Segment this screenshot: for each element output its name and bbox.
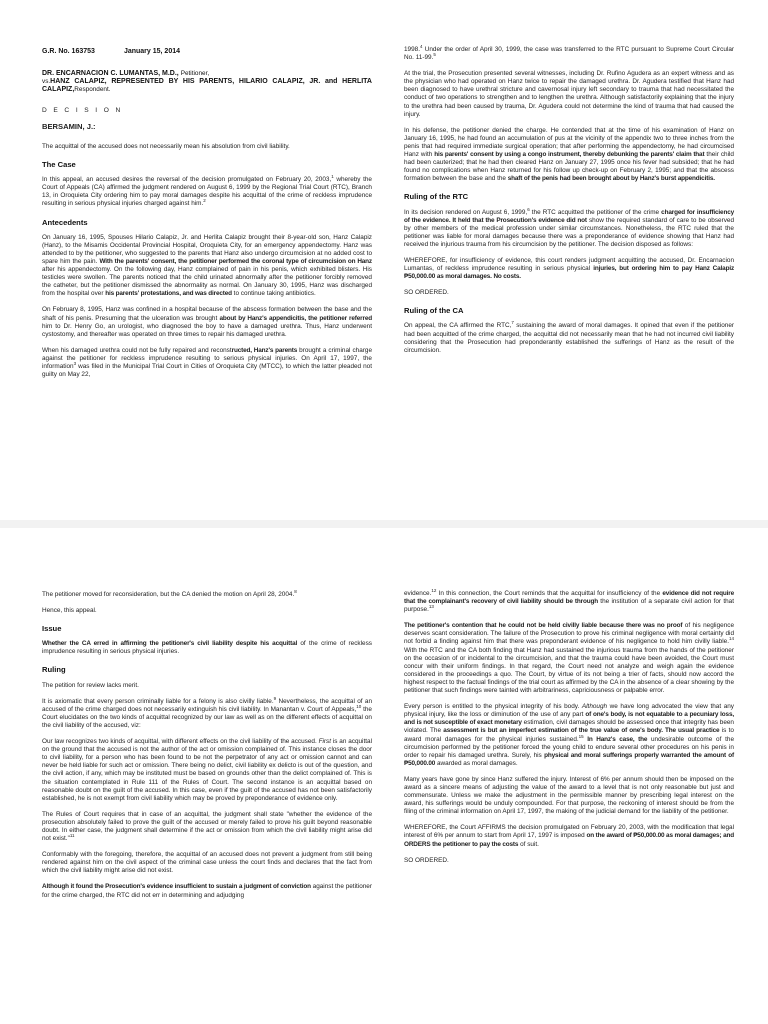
paragraph: SO ORDERED. bbox=[404, 289, 449, 297]
respondent-role: Respondent. bbox=[74, 86, 111, 94]
decision-date: January 15, 2014 bbox=[123, 48, 180, 55]
paragraph: evidence.$^{12}$ In this connection, the Court reminds that the acquittal for insufficiency of the evidence did not require that the complainant's recovery of civil liability should be through the institution of a separate civil action for that purpose.$^{13}$ bbox=[404, 587, 734, 614]
page1-right-column bbox=[404, 43, 735, 363]
paragraph: Conformably with the foregoing, therefore, the acquittal of an accused does not prevent a judgment from still being rendered against him on the civil aspect of the criminal case unless the court finds and declares that the fact from which the civil liability might arise did not exist. bbox=[42, 851, 372, 875]
footnote-ref[interactable]: 10 bbox=[356, 703, 362, 709]
paragraph: WHEREFORE, the Court AFFIRMS the decision promulgated on February 20, 2003, with the modification that legal interest of 6% per annum to start from April 17, 1997 is imposed on the award of ₱50,000.00 as moral damages; and ORDERS the petitioner to pay the costs of suit. bbox=[404, 824, 734, 848]
footnote-ref[interactable]: 9 bbox=[273, 695, 277, 701]
paragraph: Although it found the Prosecution's evidence insufficient to sustain a judgment of conviction against the petitioner for the crime charged, the RTC did not err in determining and adjudging bbox=[42, 883, 372, 899]
paragraph: In this appeal, an accused desires the reversal of the decision promulgated on February 20, 2003,$^1$ whereby the Court of Appeals (CA) affirmed the judgment rendered on August 6, 1999 by the Regional Trial Court (RTC), Branch 13, in Oroquieta City ordering him to pay moral damages despite his acquittal of the crime of reckless imprudence resulting in serious physical injuries charged against him.$^2$ bbox=[42, 174, 372, 208]
paragraph: Our law recognizes two kinds of acquittal, with different effects on the civil liability of the accused. First is an acquittal on the ground that the accused is not the author of the act or omission complained of. This instance closes the door to civil liability, for a person who has been found to be not the perpetrator of any act or omission cannot and can never be held liable for such act or omission. There being no delict, civil liability ex delicto is out of the question, and the civil action, if any, which may be instituted must be based on grounds other than the delict complained of. This is the situation contemplated in Rule 111 of the Rules of Court. The second instance is an acquittal based on reasonable doubt on the guilt of the accused. In this case, even if the guilt of the accused has not been satisfactorily established, he is not exempt from civil liability which may be proved by preponderance of evidence only. bbox=[42, 738, 372, 802]
paragraph: Hence, this appeal. bbox=[42, 607, 97, 615]
petitioner-role: Petitioner, bbox=[180, 69, 210, 77]
footnote-ref[interactable]: 8 bbox=[294, 588, 297, 594]
gr-number: G.R. No. 163753 bbox=[42, 48, 95, 55]
paragraph: On February 8, 1995, Hanz was confined in a hospital because of the abscess formation between the base and the shaft of his penis. Presuming that the ulceration was brought about by Hanz's appendicitis, the petitioner referred him to Dr. Henry Go, an urologist, who diagnosed the boy to have a damaged urethra. Thus, Hanz underwent cystostomy, and thereafter was operated on three times to repair his damaged urethra. bbox=[42, 306, 372, 338]
paragraph: The petitioner moved for reconsideration, but the CA denied the motion on April 28, 2004.$^8$ bbox=[42, 588, 297, 598]
case-citation bbox=[42, 48, 372, 57]
page2-right-column bbox=[404, 587, 734, 873]
case-parties bbox=[42, 70, 372, 95]
page2-left-column bbox=[42, 588, 372, 908]
page-separator bbox=[0, 520, 768, 528]
footnote-ref[interactable]: 14 bbox=[728, 636, 734, 642]
heading-antecedents: Antecedents bbox=[42, 217, 88, 227]
paragraph: On January 16, 1995, Spouses Hilario Calapiz, Jr. and Herlita Calapiz brought their 8-year-old son, Hanz Calapiz (Hanz), to the Misamis Occidental Provincial Hospital, Oroquieta City, for an emergency appendectomy. Hanz was attended to by the petitioner, who suggested to the parents that Hanz also undergo circumcision at no added cost to spare him the pain. With the parents' consent, the petitioner performed the coronal type of circumcision on Hanz after his appendectomy. On the following day, Hanz complained of pain in his penis, which exhibited blisters. His testicles were swollen. The parents noticed that the child urinated abnormally after the petitioner forcibly removed the catheter, but the petitioner dismissed the abnormality as normal. On January 30, 1995, Hanz was discharged from the hospital over his parents' protestations, and was directed to continue taking antibiotics. bbox=[42, 233, 372, 298]
paragraph: When his damaged urethra could not be fully repaired and reconstructed, Hanz's parents brought a criminal charge against the petitioner for reckless imprudence resulting to serious physical injuries. On April 17, 1997, the information$^3$ was filed in the Municipal Trial Court in Cities of Oroquieta City (MTCC), to which the latter pleaded not guilty on May 22, bbox=[42, 346, 372, 379]
footnote-ref[interactable]: 2 bbox=[203, 198, 206, 204]
paragraph: On appeal, the CA affirmed the RTC,$^7$ sustaining the award of moral damages. It opined that even if the petitioner had been acquitted of the crime charged, the acquittal did not necessarily mean that he had not incurred civil liability considering that the Prosecution had preponderantly established the sufferings of Hanz as the result of the circumcision. bbox=[404, 320, 734, 354]
paragraph: SO ORDERED. bbox=[404, 856, 449, 864]
page1-left-column bbox=[42, 48, 372, 387]
decision-label: D E C I S I O N bbox=[42, 106, 123, 114]
case-header bbox=[42, 48, 372, 95]
paragraph: WHEREFORE, for insufficiency of evidence, this court renders judgment acquitting the accused, Dr. Encarnacion Lumantas, of reckless imprudence resulting in serious physical injuries, but ordering him to pay Hanz Calapiz ₱50,000.00 as moral damages. No costs. bbox=[404, 256, 735, 281]
paragraph: In his defense, the petitioner denied the charge. He contended that at the time of his examination of Hanz on January 16, 1995, he had found an accumulation of pus at the vicinity of the appendix two to three inches from the penis that had required immediate surgical operation; that after performing the appendectomy, he had circumcised Hanz with his parents' consent by using a congo instrument, thereby debunking the parents' claim that their child had been cauterized; that he had then cleared Hanz on January 27, 1995 once his fever had subsided; that he had found no complications when Hanz returned for his follow up check-up on February 2, 1995; and that the abscess formation between the base and the shaft of the penis had been brought about by Hanz's burst appendicitis. bbox=[404, 126, 734, 183]
footnote-ref[interactable]: 1 bbox=[331, 174, 334, 180]
paragraph: 1998.$^4$ Under the order of April 30, 1999, the case was transferred to the RTC pursuant to Supreme Court Circular No. 11-99.$^5$ bbox=[404, 43, 734, 62]
paragraph: It is axiomatic that every person criminally liable for a felony is also civilly liable.$^9$ Nevertheless, the acquittal of an accused of the crime charged does not necessarily extinguish his civil liability. In Manantan v. Court of Appeals,$^{10}$ the Court elucidates on the two kinds of acquittal recognized by our law as well as on the different effects of acquittal on the civil liability of the accused, viz: bbox=[42, 695, 372, 729]
petitioner-name: DR. ENCARNACION C. LUMANTAS, M.D., bbox=[42, 69, 179, 77]
versus-label: vs. bbox=[42, 78, 51, 85]
paragraph: Many years have gone by since Hanz suffered the injury. Interest of 6% per annum should then be imposed on the award as a sincere means of adjusting the value of the award to a level that is not only reasonable but just and commensurate. Unless we make the adjustment in the permissible manner by prescribing legal interest on the award, his sufferings would be unduly compounded. For that purpose, the reckoning of interest should be from the filing of the criminal information on April 17, 1997, the making of the judicial demand for the liability of the petitioner. bbox=[404, 775, 734, 816]
intro-paragraph: The acquittal of the accused does not necessarily mean his absolution from civil liability. bbox=[42, 143, 290, 150]
paragraph: The petition for review lacks merit. bbox=[42, 681, 139, 689]
paragraph: In its decision rendered on August 6, 1999,$^6$ the RTC acquitted the petitioner of the crime charged for insufficiency of the evidence. It held that the Prosecution's evidence did not show the required standard of care to be observed by other members of the medical profession under similar circumstances. Nonetheless, the RTC ruled that the petitioner was liable for moral damages because there was a preponderance of evidence showing that Hanz had received the injurious trauma from his circumcision by the petitioner. The decision disposed as follows: bbox=[404, 206, 735, 248]
footnote-ref[interactable]: 11 bbox=[69, 832, 75, 838]
footnote-ref[interactable]: 6 bbox=[527, 206, 530, 212]
heading-ruling-of-ca: Ruling of the CA bbox=[404, 306, 464, 316]
heading-issue: Issue bbox=[42, 624, 62, 634]
footnote-ref[interactable]: 7 bbox=[511, 320, 514, 326]
heading-the-case: The Case bbox=[42, 160, 76, 170]
paragraph: The Rules of Court requires that in case of an acquittal, the judgment shall state "whether the evidence of the prosecution absolutely failed to prove the guilt of the accused or merely failed to prove his guilt beyond reasonable doubt. In either case, the judgment shall determine if the act or omission from which the civil liability might arise did not exist."$^{11}$ bbox=[42, 810, 372, 843]
footnote-ref[interactable]: 4 bbox=[420, 43, 423, 49]
footnote-ref[interactable]: 12 bbox=[431, 587, 437, 593]
footnote-ref[interactable]: 13 bbox=[428, 604, 434, 610]
heading-ruling-of-rtc: Ruling of the RTC bbox=[404, 192, 469, 202]
paragraph: At the trial, the Prosecution presented several witnesses, including Dr. Rufino Agudera as an expert witness and as the physician who had operated on Hanz twice to repair the damaged urethra. Dr. Agudera testified that Hanz had been diagnosed to have urethral stricture and cavernosal injury left secondary to trauma that had necessitated the conduct of two operations to strengthen and to lengthen the urethra. Although satisfactorily explaining that the injury to the urethra had been caused by trauma, Dr. Agudera could not determine the kind of trauma that had caused the injury. bbox=[404, 70, 734, 118]
paragraph: Whether the CA erred in affirming the petitioner's civil liability despite his acquittal of the crime of reckless imprudence resulting in serious physical injuries. bbox=[42, 640, 372, 656]
respondent-name: HANZ CALAPIZ, REPRESENTED BY HIS PARENTS, HILARIO CALAPIZ, JR. and HERLITA CALAPIZ, bbox=[42, 78, 372, 94]
ponente: BERSAMIN, J.: bbox=[42, 121, 96, 131]
footnote-ref[interactable]: 15 bbox=[578, 733, 584, 739]
paragraph: The petitioner's contention that he could not be held civilly liable because there was no proof of his negligence deserves scant consideration. The failure of the Prosecution to prove his criminal negligence with moral certainty did not forbid a finding against him that there was preponderant evidence of his negligence to hold him civilly liable.$^{14}$ With the RTC and the CA both finding that Hanz had sustained the injurious trauma from the hands of the petitioner on the occasion of or incidental to the circumcision, and that the trauma could have been avoided, the Court must concur with their uniform findings. In that regard, the Court need not analyze and weigh again the evidence considered in the proceedings a quo. The Court, by virtue of its not being a trier of facts, should now accord the highest respect to the factual findings of the trial court as affirmed by the CA in the absence of a clear showing by the petitioner that such findings were tainted with arbitrariness, capriciousness or palpable error. bbox=[404, 622, 734, 695]
heading-ruling: Ruling bbox=[42, 665, 66, 675]
footnote-ref[interactable]: 5 bbox=[433, 51, 436, 57]
footnote-ref[interactable]: 3 bbox=[73, 360, 77, 366]
paragraph: Every person is entitled to the physical integrity of his body. Although we have long advocated the view that any physical injury, like the loss or diminution of the use of any part of one's body, is not equatable to a pecuniary loss, and is not susceptible of exact monetary estimation, civil damages should be assessed once that integrity has been violated. The assessment is but an imperfect estimation of the true value of one's body. The usual practice is to award moral damages for the physical injuries sustained.$^{15}$ In Hanz's case, the undesirable outcome of the circumcision performed by the petitioner forced the young child to endure several other procedures on his penis in order to repair his damaged urethra. Surely, his physical and moral sufferings properly warranted the amount of ₱50,000.00 awarded as moral damages. bbox=[404, 703, 734, 767]
